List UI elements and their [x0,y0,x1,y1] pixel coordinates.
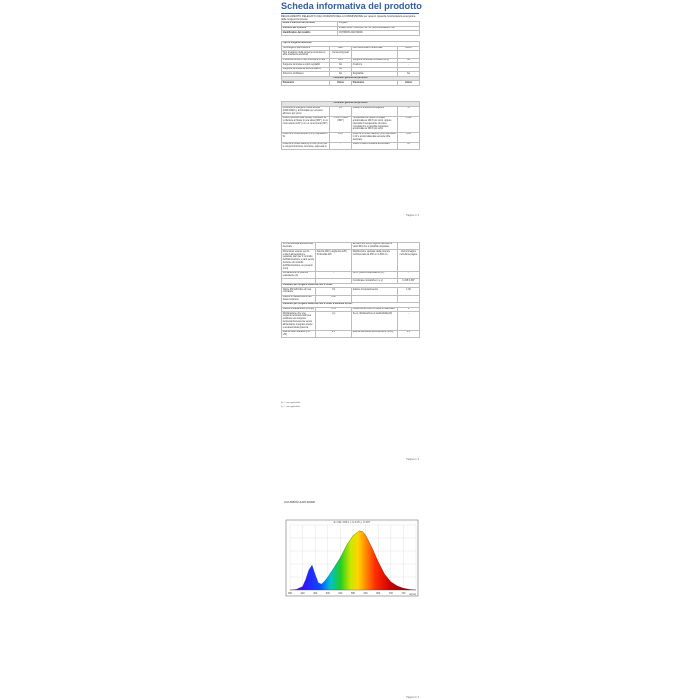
supplier-name-label: Nome o marchio del fornitore [282,22,338,27]
param-value: NDLS [398,46,420,51]
x-tick-label: 740 [401,592,406,595]
section-heading: Parametri generali del prodotto [282,102,420,107]
section-heading: Parametri per sorgenti luminose LED e OLED: [282,283,420,288]
param-value: Altezza 260 | Larghezza 125 | Profondità 115 [316,250,352,271]
param-label: Se sì, dichiarazione di sostituibilità (W) [352,312,398,331]
table-row [282,312,420,331]
param-label: Coerenza dei colori in ellissi di MacAdam [352,307,398,312]
param-value: 0,00 [398,132,420,142]
param-label: Sorgente luminosa connessa (CLS) [352,58,398,63]
param-label: Dichiarazione di potenza equivalente (b) [282,271,316,278]
param-value [398,295,420,302]
param-label: Tecnologia di illuminazione [282,46,330,51]
param-value: - [330,142,352,149]
x-tick-label: 500 [325,592,330,595]
section-heading: Parametri generali del prodotto [282,76,420,81]
column-header: Valore [398,81,420,86]
param-label: Metrica dell'effetto stroboscopico (SVM) [352,330,398,337]
param-value: 1 550 in Sfera (360°) [330,116,352,132]
param-value: No [398,58,420,63]
param-label: Involucro [352,63,398,68]
param-label: Regolabile [352,72,398,77]
param-label: Sorgente luminosa ad alta luminanza [282,67,330,72]
param-label: W e arrotondata alla seconda decimale [282,243,316,250]
param-value: 23,0 [330,132,352,142]
param-value: 0,90 [316,295,352,302]
supplier-address-label: Indirizzo del fornitore [282,26,338,31]
datasheet-page-3 [279,500,421,700]
param-value: No [398,72,420,77]
page-number: Pagina 3 / 3 [406,696,419,699]
x-tick-label: 580 [351,592,355,595]
param-value: 0,4 [316,330,352,337]
param-label: Non direzionale o direzionale [352,46,398,51]
param-value [398,243,420,250]
parameters-continued-table [281,242,420,338]
param-value: - [398,312,420,331]
param-value: 0,3 [398,330,420,337]
spectrum-caption: CUHS80IV-24W-3000K [284,500,316,504]
footnote: (b) '-': non applicabile; [281,402,301,404]
column-header: Parametro [282,81,330,86]
x-tick-label: 660 [376,592,381,595]
param-value: MLS [330,58,352,63]
param-value: LED [330,46,352,51]
table-row [282,106,420,116]
param-label: Potenza in modo stand-by (Psb) espressa in W e arrotondata alla seconda cifra decimale [352,132,396,141]
param-label: Distribuzione spettrale della potenza nell'intervallo da 250 nm a 800 nm [352,250,398,271]
column-header: Valore [330,81,352,86]
title-divider [281,13,419,14]
x-tick-label: 380 [288,592,292,595]
datasheet-page-2 [279,240,421,462]
param-label: Indice di resa cromatica arrotondato [352,142,398,149]
x-tick-label: 420 [300,592,305,595]
param-label [352,51,398,58]
param-label: Classe di efficienza energetica [352,106,398,116]
x-tick-label: 700 [388,592,393,595]
document-title: Scheda informativa del prodotto [281,1,422,11]
param-value: 85 [398,142,420,149]
param-value: G [398,106,420,116]
param-value: No [330,67,352,72]
param-label: Fattore di sfasamento (cos φ1) [282,307,315,310]
table-row [282,243,420,250]
table-row [282,288,420,295]
param-label: A tensione di rete o non a tensione di rete [282,58,330,63]
x-tick-label: 540 [338,592,343,595]
section-heading: Tipo di sorgente luminosa [282,42,420,47]
table-row [282,51,420,58]
param-label: Dichiarazione che una sorgente luminosa LED può sostituire una sorgente luminosa fluorescente senza alimentatore integrato avente una determinata potenza [282,312,316,331]
table-row [282,142,420,149]
param-label: Metrica dello sfarfallio (Pst LM) [282,330,316,337]
column-header: Parametro [352,81,398,86]
param-value: 0,51 [316,307,352,312]
param-label: Flusso luminoso utile (Φuse), indicando se si riferisce al flusso in una sfera (360°), in un cono ampio (120°) o in un cono stretto (90°) [282,116,330,132]
table-header-row [282,81,420,86]
param-label: Fattore di mantenimento del flusso luminoso [282,295,316,302]
supplier-address-value: Posteo GmbH, Bochmer Str. 46, 40549 Düsseldorf, DE [338,26,420,31]
param-value: 19 [316,288,352,295]
param-value: No [330,63,352,68]
param-value: - [398,63,420,68]
x-tick-label: 460 [313,592,318,595]
param-label: Potenza in modo acceso (Pon), espressa in W [282,132,330,142]
param-label: Potenza in modo stand-by in rete (Pnet) per le sorgenti luminose connesse, espressa in [282,142,330,149]
param-value: 3 [398,307,420,312]
model-id-value: CUHS80IV-24W-3000K [338,31,420,36]
param-label: Coordinate cromatiche (x e y) [352,279,398,284]
param-value: Vedi immagine nell'ultima pagina [398,250,420,271]
param-value: 3 000 [398,116,420,132]
param-label: Sorgente luminosa a colori regolabili [282,63,330,68]
param-value [398,51,420,58]
param-label: Se sì, potenza equivalente (W) [352,271,398,278]
param-value [316,243,352,250]
chart-header-text: E CIE 1931 x 0.415 y 0.397 [333,520,371,525]
param-value: 24 [330,106,352,116]
param-label [352,295,398,302]
model-id-label: Identificativo del modello [282,31,338,36]
param-label: all'intero più vicino, oppure intervallo di valori IRC che è possibile impostare [352,243,398,250]
supplier-name-value: Kingleen [338,22,420,27]
param-value: 0,415 0,397 [398,279,420,284]
x-tick-label: 620 [363,592,368,595]
light-source-type-table [281,41,420,86]
section-heading: Parametri per sorgenti luminose LED e OLED a tensione di rete: [282,303,420,308]
param-label: Valore R9 dell'indice di resa cromatica [282,288,316,295]
param-value: - [398,271,420,278]
param-value: 1,00 [398,288,420,295]
param-value: No [330,72,352,77]
table-row [282,295,420,302]
param-label: Schermo antiriflesso [282,72,330,77]
table-row [282,330,420,337]
param-label: Dimensioni esterne senza unità di alimentazione separata, parti per il controllo dell'illuminazione e parti senza funzione di controllo dell'illuminazione, se presenti (mm) [282,250,314,270]
spectrum-svg [282,519,420,598]
spectral-distribution-chart [282,519,420,598]
x-axis-unit: λ(nm) [409,593,416,596]
param-label: Consumo di energia in modo acceso (kWh/1000 h), arrotondato per eccesso all'intero più vicino [282,106,330,116]
table-row [282,116,420,132]
supplier-info-table [281,21,420,36]
table-row [282,271,420,278]
param-label: Fattore di sopravvivenza [352,288,398,295]
model-id-row [282,31,420,36]
param-value: -(c) [316,312,352,331]
param-label: Tipo di attacco della sorgente luminosa (o altra interfaccia elettrica) [282,51,330,58]
param-label: Temperatura di colore correlata, arrotondata ai 100 K più vicini, oppure intervallo di temperature di colore correlata che è possibile impostare, arrotondate ai 100 K più vicini [352,116,398,132]
page-number: Pagina 1 / 3 [406,214,419,217]
param-value: - [316,271,352,278]
param-value: Connecting lead [330,51,352,58]
general-parameters-table [281,101,420,150]
table-row [282,132,420,142]
table-row [282,250,420,271]
regulation-reference: REGOLAMENTO DELEGATO (UE) 2019/2015 DELLA COMMISSIONE per quanto riguarda l'etichettatura energetica delle sorgenti luminose [281,15,416,22]
footnote: (c) '-': non applicabile; [281,406,301,408]
datasheet-page-1 [279,0,421,218]
page-number: Pagina 2 / 3 [406,458,419,461]
